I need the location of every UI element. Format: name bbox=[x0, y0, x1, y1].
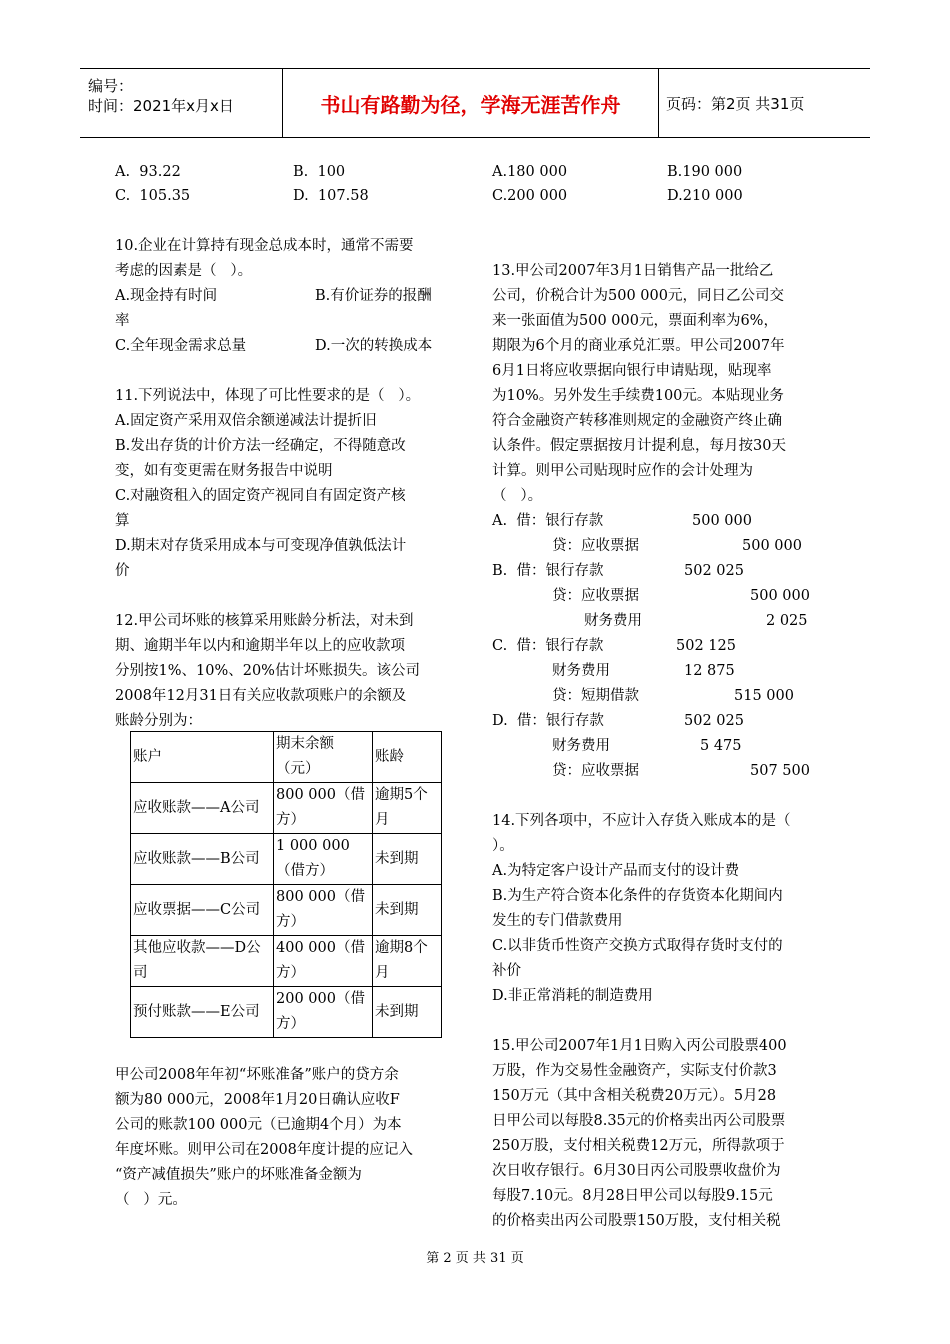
text-line: 万股，作为交易性金融资产，实际支付价款3 bbox=[492, 1063, 777, 1079]
table-row bbox=[131, 885, 442, 936]
text-line: 5 475 bbox=[700, 738, 742, 754]
text-line: 10.企业在计算持有现金总成本时，通常不需要 bbox=[115, 238, 414, 254]
text-line: 补价 bbox=[492, 963, 521, 979]
table-cell: 200 000（借方） bbox=[274, 987, 373, 1038]
text-line: 每股7.10元。8月28日甲公司以每股9.15元 bbox=[492, 1188, 773, 1204]
text-line: 来一张面值为500 000元，票面利率为6%， bbox=[492, 313, 778, 329]
text-line: ）。 bbox=[492, 838, 514, 854]
header-meta bbox=[80, 69, 283, 137]
accounts-table bbox=[130, 731, 442, 1038]
page-footer: 第 2 页 共 31 页 bbox=[426, 1251, 524, 1266]
table-cell: 未到期 bbox=[373, 987, 442, 1038]
table-cell: 逾期8个月 bbox=[373, 936, 442, 987]
text-line: 财务费用 bbox=[552, 738, 610, 754]
text-line: B. 借：银行存款 bbox=[492, 563, 604, 579]
text-line: D.期末对存货采用成本与可变现净值孰低法计 bbox=[115, 538, 407, 554]
text-line: C.200 000 bbox=[492, 188, 568, 204]
text-line: C.以非货币性资产交换方式取得存货时支付的 bbox=[492, 938, 783, 954]
text-line: C.全年现金需求总量 bbox=[115, 338, 247, 354]
text-line: A.现金持有时间 bbox=[115, 288, 218, 304]
text-line: 250万股，支付相关税费12万元，所得款项于 bbox=[492, 1138, 785, 1154]
header-motto: 书山有路勤为径，学海无涯苦作舟 bbox=[283, 69, 659, 137]
text-line: 财务费用 bbox=[552, 663, 610, 679]
table-cell: 预付账款——E公司 bbox=[131, 987, 274, 1038]
text-line: 2 025 bbox=[766, 613, 808, 629]
table-cell: 1 000 000（借方） bbox=[274, 834, 373, 885]
text-line: 分别按1%、10%、20%估计坏账损失。该公司 bbox=[115, 663, 420, 679]
text-line: 年度坏账。则甲公司在2008年度计提的应记入 bbox=[115, 1142, 413, 1158]
text-line: 甲公司2008年年初“坏账准备”账户的贷方余 bbox=[115, 1067, 399, 1083]
text-line: 为10%。另外发生手续费100元。本贴现业务 bbox=[492, 388, 784, 404]
header-page-number: 页码：第2页 共31页 bbox=[666, 94, 805, 113]
text-line: A.180 000 bbox=[492, 164, 568, 180]
text-line: D.非正常消耗的制造费用 bbox=[492, 988, 653, 1004]
text-line: 500 000 bbox=[750, 588, 810, 604]
table-header-cell: 期末余额（元） bbox=[274, 732, 373, 783]
document-number-label: 编号： bbox=[88, 77, 134, 95]
text-line: 12.甲公司坏账的核算采用账龄分析法，对未到 bbox=[115, 613, 414, 629]
text-line: 500 000 bbox=[742, 538, 802, 554]
text-line: 15.甲公司2007年1月1日购入丙公司股票400 bbox=[492, 1038, 787, 1054]
table-cell: 800 000（借方） bbox=[274, 885, 373, 936]
table-cell: 800 000（借方） bbox=[274, 783, 373, 834]
text-line: C. 借：银行存款 bbox=[492, 638, 604, 654]
text-line: 150万元（其中含相关税费20万元）。5月28 bbox=[492, 1088, 777, 1104]
table-cell: 应收账款——A公司 bbox=[131, 783, 274, 834]
text-line: 502 025 bbox=[684, 713, 744, 729]
table-cell: 400 000（借方） bbox=[274, 936, 373, 987]
table-header-cell: 账龄 bbox=[373, 732, 442, 783]
text-line: 贷：应收票据 bbox=[552, 588, 639, 604]
text-line: B.发出存货的计价方法一经确定，不得随意改 bbox=[115, 438, 406, 454]
text-line: 公司，价税合计为500 000元，同日乙公司交 bbox=[492, 288, 784, 304]
text-line: D. 借：银行存款 bbox=[492, 713, 604, 729]
text-line: （ ）。 bbox=[492, 488, 543, 504]
text-line: 500 000 bbox=[692, 513, 752, 529]
text-line: 的价格卖出丙公司股票150万股，支付相关税 bbox=[492, 1213, 781, 1229]
text-line: D.210 000 bbox=[667, 188, 743, 204]
text-line: D.一次的转换成本 bbox=[315, 338, 433, 354]
text-line: B. 100 bbox=[293, 164, 346, 180]
table-cell: 其他应收款——D公司 bbox=[131, 936, 274, 987]
page-header bbox=[80, 68, 870, 138]
table-cell: 应收账款——B公司 bbox=[131, 834, 274, 885]
text-line: 6月1日将应收票据向银行申请贴现，贴现率 bbox=[492, 363, 772, 379]
text-line: 507 500 bbox=[750, 763, 810, 779]
text-line: 13.甲公司2007年3月1日销售产品一批给乙 bbox=[492, 263, 774, 279]
table-cell: 未到期 bbox=[373, 885, 442, 936]
text-line: 发生的专门借款费用 bbox=[492, 913, 623, 929]
table-header-cell: 账户 bbox=[131, 732, 274, 783]
table-row bbox=[131, 783, 442, 834]
table-row bbox=[131, 834, 442, 885]
table-header-row bbox=[131, 732, 442, 783]
text-line: D. 107.58 bbox=[293, 188, 369, 204]
text-line: 日甲公司以每股8.35元的价格卖出丙公司股票 bbox=[492, 1113, 786, 1129]
text-line: 次日收存银行。6月30日丙公司股票收盘价为 bbox=[492, 1163, 781, 1179]
text-line: 算 bbox=[115, 513, 130, 529]
text-line: 率 bbox=[115, 313, 130, 329]
table-row bbox=[131, 987, 442, 1038]
text-line: 12 875 bbox=[684, 663, 735, 679]
document-time-label: 时间：2021年x月x日 bbox=[88, 97, 234, 115]
text-line: 符合金融资产转移准则规定的金融资产终止确 bbox=[492, 413, 782, 429]
text-line: 贷：应收票据 bbox=[552, 538, 639, 554]
text-line: C.对融资租入的固定资产视同自有固定资产核 bbox=[115, 488, 406, 504]
text-line: 变，如有变更需在财务报告中说明 bbox=[115, 463, 333, 479]
text-line: 14.下列各项中，不应计入存货入账成本的是（ bbox=[492, 813, 791, 829]
text-line: 考虑的因素是（ ）。 bbox=[115, 263, 253, 279]
text-line: B.190 000 bbox=[667, 164, 743, 180]
text-line: 账龄分别为： bbox=[115, 713, 202, 729]
text-line: 贷：短期借款 bbox=[552, 688, 639, 704]
text-line: 515 000 bbox=[734, 688, 794, 704]
text-line: A.固定资产采用双倍余额递减法计提折旧 bbox=[115, 413, 377, 429]
text-line: 502 125 bbox=[676, 638, 736, 654]
text-line: 贷：应收票据 bbox=[552, 763, 639, 779]
text-line: 2008年12月31日有关应收款项账户的余额及 bbox=[115, 688, 407, 704]
text-line: B.有价证券的报酬 bbox=[315, 288, 432, 304]
text-line: B.为生产符合资本化条件的存货资本化期间内 bbox=[492, 888, 783, 904]
text-line: 期、逾期半年以内和逾期半年以上的应收款项 bbox=[115, 638, 405, 654]
table-cell: 未到期 bbox=[373, 834, 442, 885]
text-line: 期限为6个月的商业承兑汇票。甲公司2007年 bbox=[492, 338, 785, 354]
text-line: （ ）元。 bbox=[115, 1192, 187, 1208]
text-line: 财务费用 bbox=[584, 613, 642, 629]
table-cell: 应收票据——C公司 bbox=[131, 885, 274, 936]
text-line: A.为特定客户设计产品而支付的设计费 bbox=[492, 863, 740, 879]
text-line: 公司的账款100 000元（已逾期4个月）为本 bbox=[115, 1117, 402, 1133]
table-row bbox=[131, 936, 442, 987]
text-line: 计算。则甲公司贴现时应作的会计处理为 bbox=[492, 463, 753, 479]
text-line: 额为80 000元，2008年1月20日确认应收F bbox=[115, 1092, 400, 1108]
text-line: 价 bbox=[115, 563, 130, 579]
table-cell: 逾期5个月 bbox=[373, 783, 442, 834]
text-line: C. 105.35 bbox=[115, 188, 191, 204]
text-line: 认条件。假定票据按月计提利息，每月按30天 bbox=[492, 438, 786, 454]
text-line: 11.下列说法中，体现了可比性要求的是（ ）。 bbox=[115, 388, 421, 404]
text-line: A. 93.22 bbox=[115, 164, 181, 180]
text-line: 502 025 bbox=[684, 563, 744, 579]
text-line: “资产减值损失”账户的坏账准备金额为 bbox=[115, 1167, 362, 1183]
text-line: A. 借：银行存款 bbox=[492, 513, 604, 529]
